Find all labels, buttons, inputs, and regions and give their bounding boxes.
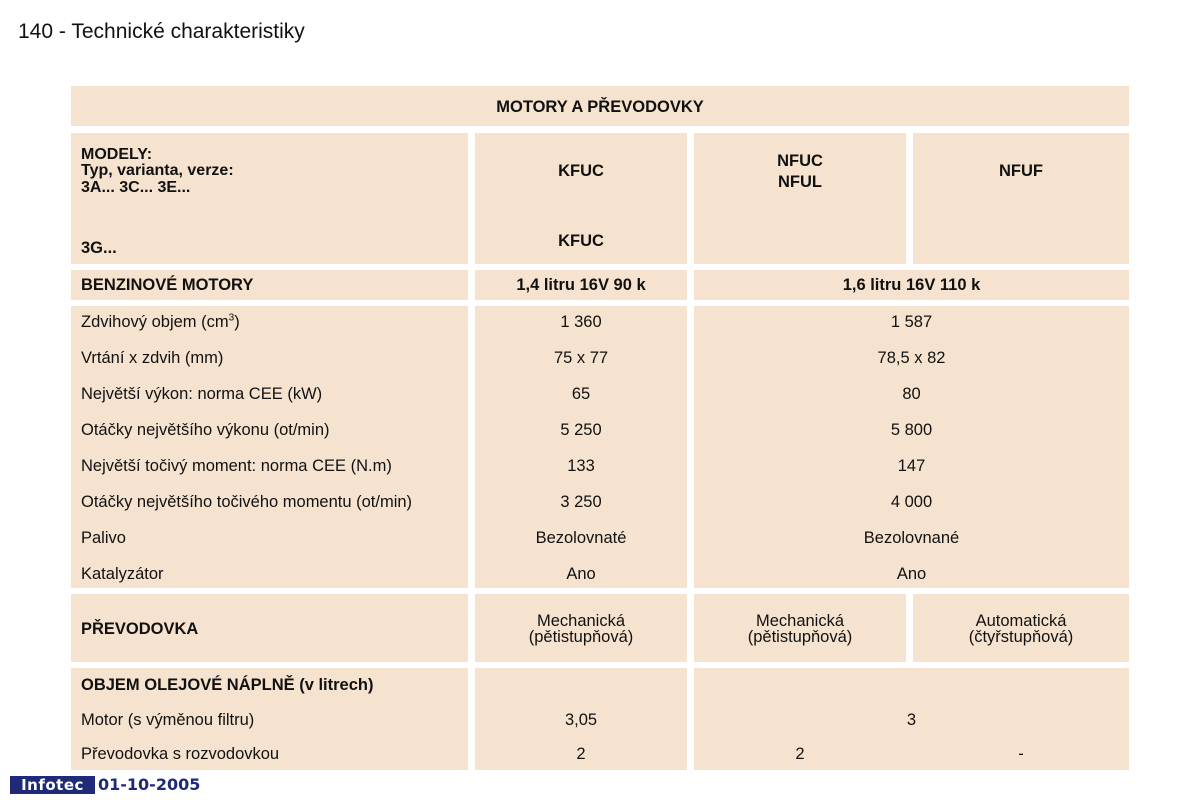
oil-engine-value-1: 3,05 <box>564 711 598 729</box>
gearbox-col3-line2: (čtyřstupňová) <box>968 628 1074 646</box>
spec-value-fuel-1: Bezolovnaté <box>535 529 627 547</box>
spec-label-max-power: Největší výkon: norma CEE (kW) <box>81 385 323 403</box>
spec-label-max-torque: Největší točivý moment: norma CEE (N.m) <box>81 457 392 475</box>
page-title: Technické charakteristiky <box>71 20 305 43</box>
infotec-logo: Infotec <box>10 776 95 794</box>
oil-gearbox-value-2: 2 <box>795 745 805 763</box>
models-label-line1: MODELY: <box>81 146 153 163</box>
oil-gearbox-label: Převodovka s rozvodovkou <box>81 745 280 763</box>
models-col2-line2: NFUL <box>778 173 822 191</box>
header-separator: - <box>58 20 66 43</box>
gearbox-col1-line2: (pětistupňová) <box>528 628 634 646</box>
spec-label-bore-stroke: Vrtání x zdvih (mm) <box>81 349 224 367</box>
spec-value-power-rpm-2: 5 800 <box>890 421 933 439</box>
gearbox-col2-line1: Mechanická <box>755 612 845 630</box>
gearbox-col2-line2: (pětistupňová) <box>747 628 853 646</box>
spec-label-displacement: Zdvihový objem $(cm^3)$ <box>81 312 240 331</box>
gearbox-col3-line1: Automatická <box>975 612 1067 630</box>
spec-value-max-torque-1: 133 <box>567 457 595 475</box>
page-header <box>18 20 305 44</box>
engines-label: BENZINOVÉ MOTORY <box>81 276 254 294</box>
oil-label: OBJEM OLEJOVÉ NÁPLNĚ (v litrech) <box>81 676 374 694</box>
spec-value-max-power-2: 80 <box>902 385 921 403</box>
oil-engine-label: Motor (s výměnou filtru) <box>81 711 255 729</box>
spec-value-power-rpm-1: 5 250 <box>560 421 602 439</box>
spec-label-fuel: Palivo <box>81 529 126 547</box>
models-label-line3: 3A... 3C... 3E... <box>81 179 191 196</box>
spec-label-torque-rpm: Otáčky největšího točivého momentu (ot/min) <box>81 493 413 511</box>
oil-engine-value-2: 3 <box>906 711 917 729</box>
models-col1-3g: KFUC <box>558 232 604 250</box>
oil-gearbox-value-1: 2 <box>576 745 586 763</box>
spec-label-catalyst: Katalyzátor <box>81 565 164 583</box>
spec-value-torque-rpm-1: 3 250 <box>560 493 602 511</box>
spec-value-displacement-1: 1 360 <box>560 313 602 331</box>
spec-value-catalyst-2: Ano <box>896 565 927 583</box>
models-col3: NFUF <box>999 162 1043 180</box>
models-col2-line1: NFUC <box>777 152 823 170</box>
footer-date: 01-10-2005 <box>98 775 201 794</box>
models-col1: KFUC <box>558 162 604 180</box>
table-title: MOTORY A PŘEVODOVKY <box>496 98 704 116</box>
spec-value-max-power-1: 65 <box>571 385 591 403</box>
spec-value-bore-stroke-2: 78,5 x 82 <box>877 349 946 367</box>
spec-value-catalyst-1: Ano <box>566 565 596 583</box>
engines-col1: 1,4 litru 16V 90 k <box>516 276 646 294</box>
spec-label-power-rpm: Otáčky největšího výkonu (ot/min) <box>81 421 330 439</box>
spec-value-max-torque-2: 147 <box>897 457 926 475</box>
models-col3-cell <box>913 133 1129 264</box>
oil-gearbox-value-3: - <box>1018 745 1024 763</box>
spec-value-displacement-2: 1 587 <box>890 313 933 331</box>
spec-value-bore-stroke-1: 75 x 77 <box>553 349 609 367</box>
models-label-line2: Typ, varianta, verze: <box>81 162 234 179</box>
gearbox-col1-line1: Mechanická <box>536 612 626 630</box>
engines-col2: 1,6 litru 16V 110 k <box>842 276 981 294</box>
spec-value-torque-rpm-2: 4 000 <box>890 493 933 511</box>
gearbox-label: PŘEVODOVKA <box>81 620 199 638</box>
page-number: 140 <box>18 20 54 43</box>
models-label-3g: 3G... <box>81 239 117 257</box>
spec-value-fuel-2: Bezolovnané <box>863 529 960 547</box>
